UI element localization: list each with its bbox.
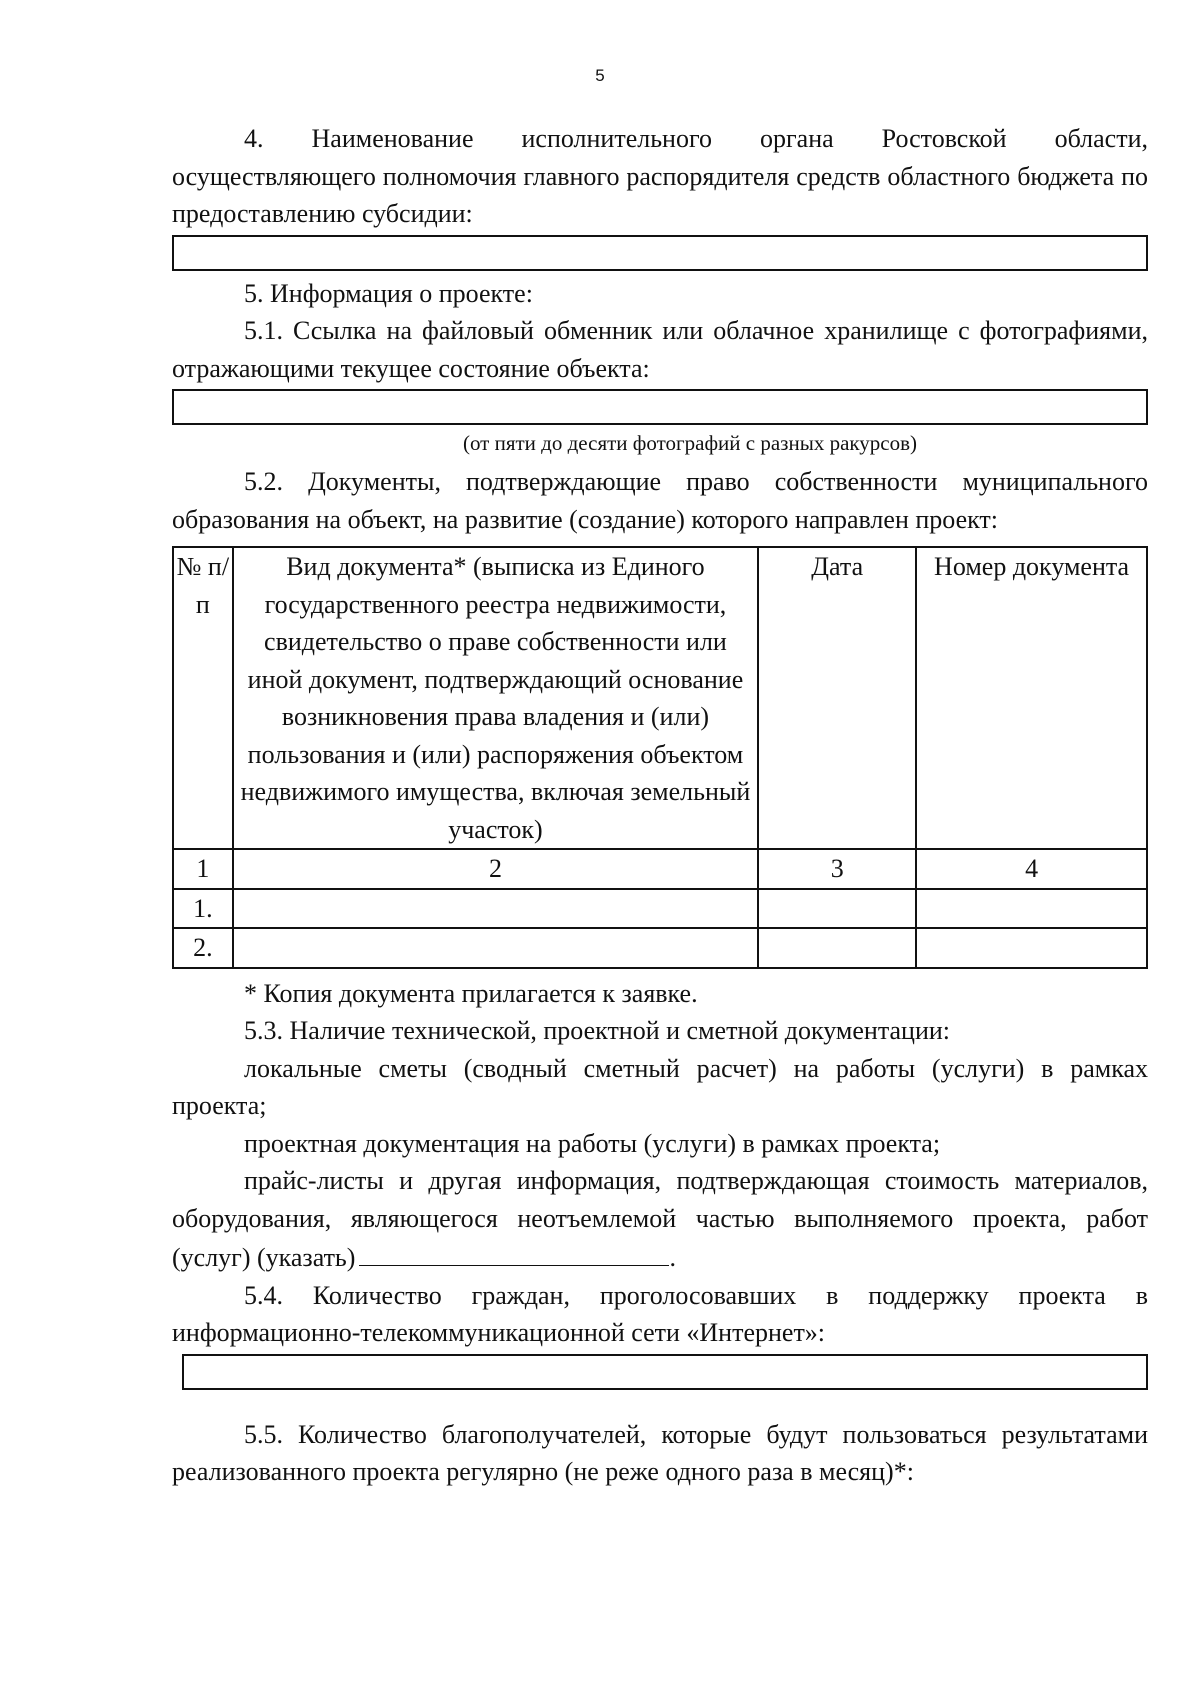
doc-number-cell[interactable]: [916, 889, 1147, 929]
section-5-heading: 5. Информация о проекте:: [244, 278, 533, 308]
section-5-1-text: 5.1. Ссылка на файловый обменник или облачное хранилище с фотографиями, отражающими текущее состояние объекта:: [172, 316, 1148, 383]
table-footnote: * Копия документа прилагается к заявке.: [244, 978, 698, 1008]
section-5-3-tail: .: [669, 1243, 676, 1272]
section-5-3-item: проектная документация на работы (услуги) в рамках проекта;: [244, 1128, 941, 1158]
table-row: [173, 928, 1147, 968]
document-body: [172, 120, 1148, 1491]
table-row: [173, 889, 1147, 929]
table-column-numbers-row: [173, 849, 1147, 889]
specify-blank-line[interactable]: [359, 1237, 669, 1266]
column-number: 3: [758, 849, 916, 889]
column-number: 4: [916, 849, 1147, 889]
row-num-cell: 2.: [173, 928, 233, 968]
doc-number-cell[interactable]: [916, 928, 1147, 968]
section-5-3-heading: 5.3. Наличие технической, проектной и сметной документации:: [244, 1016, 951, 1045]
section-5-5-text: 5.5. Количество благополучателей, которые будут пользоваться результатами реализованного проекта регулярно (не реже одного раза в месяц)*:: [172, 1419, 1148, 1486]
doc-type-cell[interactable]: [233, 928, 759, 968]
header-date: Дата: [758, 547, 916, 849]
section-5-2-text: 5.2. Документы, подтверждающие право собственности муниципального образования на объект, на развитие (создание) которого направлен проект:: [172, 467, 1148, 534]
section-5-3-item-with-blank: [172, 1162, 1148, 1277]
body-name-field[interactable]: [172, 235, 1148, 271]
page-number: 5: [595, 66, 605, 85]
section-4-text: 4. Наименование исполнительного органа Ростовской области, осуществляющего полномочия главного распорядителя средств областного бюджета по предоставлению субсидии:: [172, 124, 1148, 228]
column-number: 2: [233, 849, 759, 889]
header-num: № п/п: [173, 547, 233, 849]
table-header-row: [173, 547, 1147, 849]
section-5-3-item-text: прайс-листы и другая информация, подтверждающая стоимость материалов, оборудования, являющегося неотъемлемой частью выполняемого проекта, работ (услуг) (указать): [172, 1166, 1148, 1272]
column-number: 1: [173, 849, 233, 889]
ownership-documents-table: [172, 546, 1148, 969]
date-cell[interactable]: [758, 928, 916, 968]
section-5-4-text: 5.4. Количество граждан, проголосовавших в поддержку проекта в информационно-телекоммуникационной сети «Интернет»:: [172, 1280, 1148, 1347]
photo-link-caption: (от пяти до десяти фотографий с разных ракурсов): [462, 431, 918, 455]
header-doc-type: Вид документа* (выписка из Единого государственного реестра недвижимости, свидетельство о праве собственности или иной документ, подтверждающий основание возникновения права владения и (или) пользования и (или) распоряжения объектом недвижимого имущества, включая земельный участок): [233, 547, 759, 849]
votes-count-field[interactable]: [182, 1354, 1148, 1390]
header-doc-number: Номер документа: [916, 547, 1147, 849]
section-5-3-item: локальные сметы (сводный сметный расчет) на работы (услуги) в рамках проекта;: [172, 1053, 1148, 1120]
row-num-cell: 1.: [173, 889, 233, 929]
photo-link-field[interactable]: [172, 389, 1148, 425]
doc-type-cell[interactable]: [233, 889, 759, 929]
date-cell[interactable]: [758, 889, 916, 929]
